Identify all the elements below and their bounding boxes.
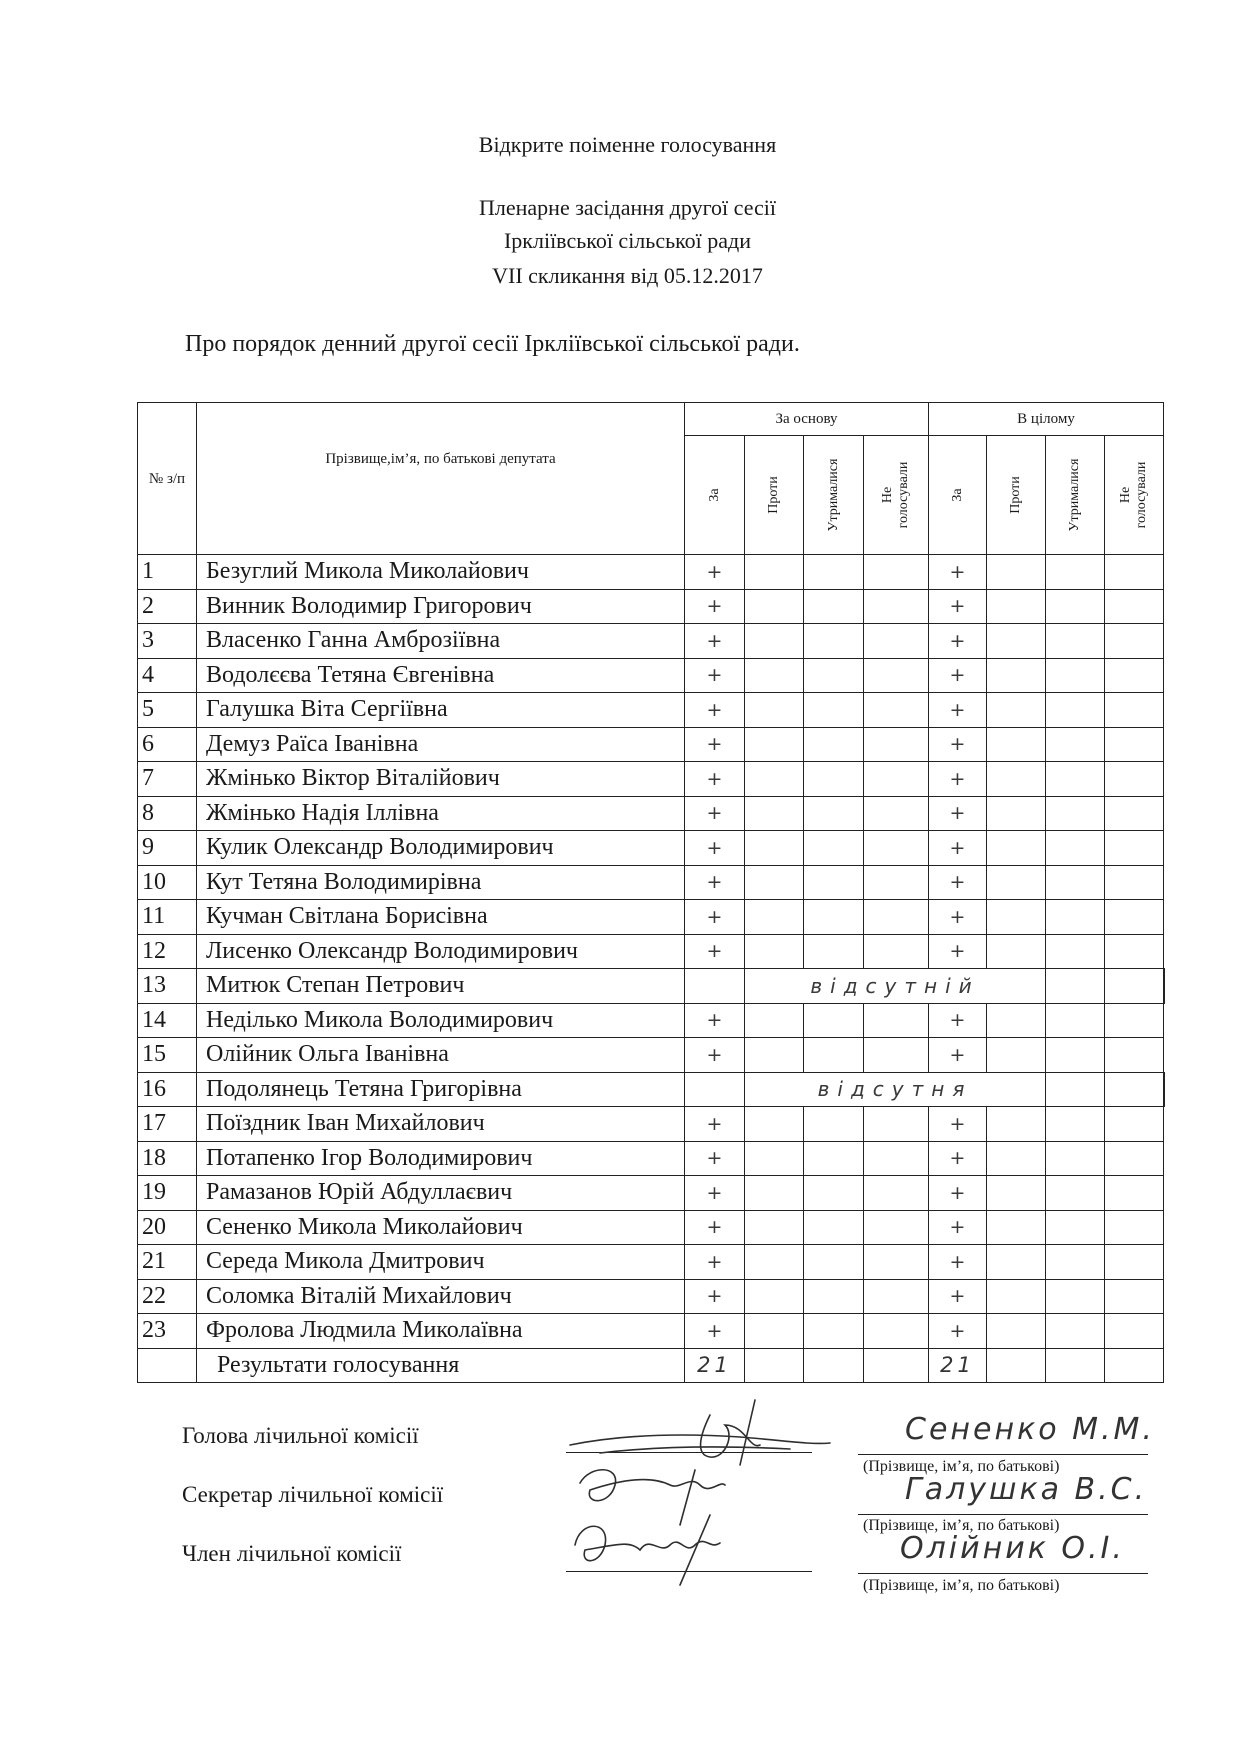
row-whole-for: + xyxy=(929,1176,987,1211)
row-base-not-voted xyxy=(864,900,929,935)
header-number: № з/п xyxy=(138,403,197,555)
row-whole-abstained xyxy=(1105,969,1164,1004)
row-whole-for: + xyxy=(929,1003,987,1038)
row-number: 21 xyxy=(138,1245,197,1280)
row-whole-for: + xyxy=(929,1314,987,1349)
row-base-against xyxy=(745,934,804,969)
member-name: Олійник О.І. xyxy=(900,1531,1125,1566)
row-whole-for: + xyxy=(929,762,987,797)
header-whole-for: За xyxy=(929,436,987,555)
table-row xyxy=(138,1141,1165,1176)
row-base-not-voted xyxy=(864,727,929,762)
row-base-not-voted xyxy=(864,1210,929,1245)
row-number: 10 xyxy=(138,865,197,900)
row-base-against xyxy=(745,1279,804,1314)
row-number: 4 xyxy=(138,658,197,693)
row-base-not-voted xyxy=(864,934,929,969)
row-absent-note: відсутня xyxy=(745,1072,1046,1107)
chair-label: Голова лічильної комісії xyxy=(182,1423,419,1448)
row-base-for: + xyxy=(685,624,745,659)
row-base-against xyxy=(745,1245,804,1280)
header-whole-not-voted: Не голосували xyxy=(1105,436,1164,555)
row-number: 9 xyxy=(138,831,197,866)
row-whole-against xyxy=(987,831,1046,866)
row-whole-not-voted xyxy=(1105,693,1164,728)
row-whole-abstained xyxy=(1046,1107,1105,1142)
result-label: Результати голосування xyxy=(197,1348,685,1382)
row-whole-abstained xyxy=(1046,1038,1105,1073)
row-number: 16 xyxy=(138,1072,197,1107)
row-deputy-name: Винник Володимир Григорович xyxy=(197,589,685,624)
row-base-not-voted xyxy=(864,1279,929,1314)
table-row xyxy=(138,555,1165,590)
row-whole-against xyxy=(987,1003,1046,1038)
row-whole-not-voted xyxy=(1105,555,1164,590)
row-whole-against xyxy=(987,1279,1046,1314)
row-whole-for: + xyxy=(929,658,987,693)
row-number: 22 xyxy=(138,1279,197,1314)
table-row xyxy=(138,865,1165,900)
secretary-name-line xyxy=(858,1514,1148,1515)
row-whole-against xyxy=(987,1314,1046,1349)
row-whole-against xyxy=(987,796,1046,831)
header-group-whole: В цілому xyxy=(929,403,1164,436)
member-caption: (Прізвище, ім’я, по батькові) xyxy=(863,1577,1060,1594)
row-base-abstained xyxy=(804,693,864,728)
table-row xyxy=(138,1210,1165,1245)
row-whole-for: + xyxy=(929,900,987,935)
row-base-for: + xyxy=(685,900,745,935)
table-row xyxy=(138,1314,1165,1349)
row-whole-against xyxy=(987,934,1046,969)
row-deputy-name: Неділько Микола Володимирович xyxy=(197,1003,685,1038)
table-row xyxy=(138,1038,1165,1073)
row-base-not-voted xyxy=(864,1245,929,1280)
row-number: 14 xyxy=(138,1003,197,1038)
row-base-against xyxy=(745,693,804,728)
row-whole-not-voted xyxy=(1105,831,1164,866)
row-base-against xyxy=(745,1210,804,1245)
row-base-not-voted xyxy=(864,1038,929,1073)
row-base-not-voted xyxy=(864,1141,929,1176)
row-whole-against xyxy=(987,1141,1046,1176)
row-base-not-voted xyxy=(864,555,929,590)
row-deputy-name: Поїздник Іван Михайлович xyxy=(197,1107,685,1142)
row-deputy-name: Водолєєва Тетяна Євгенівна xyxy=(197,658,685,693)
row-number: 3 xyxy=(138,624,197,659)
row-base-for: + xyxy=(685,1210,745,1245)
row-base-abstained xyxy=(804,589,864,624)
row-base-for: + xyxy=(685,589,745,624)
row-whole-for: + xyxy=(929,555,987,590)
row-deputy-name: Демуз Раїса Іванівна xyxy=(197,727,685,762)
row-whole-not-voted xyxy=(1105,1314,1164,1349)
row-whole-abstained xyxy=(1046,1279,1105,1314)
row-base-against xyxy=(745,658,804,693)
table-row xyxy=(138,969,1165,1004)
row-whole-abstained xyxy=(1046,865,1105,900)
row-base-not-voted xyxy=(864,831,929,866)
row-whole-abstained xyxy=(1046,1314,1105,1349)
row-base-against xyxy=(745,1314,804,1349)
row-base-against xyxy=(745,555,804,590)
row-base-for: + xyxy=(685,658,745,693)
row-deputy-name: Потапенко Ігор Володимирович xyxy=(197,1141,685,1176)
row-number: 15 xyxy=(138,1038,197,1073)
row-whole-abstained xyxy=(1046,693,1105,728)
row-base-not-voted xyxy=(864,658,929,693)
row-base-abstained xyxy=(804,865,864,900)
row-base-abstained xyxy=(804,727,864,762)
row-base-abstained xyxy=(804,1279,864,1314)
secretary-name: Галушка В.С. xyxy=(905,1472,1148,1507)
row-deputy-name: Власенко Ганна Амброзіївна xyxy=(197,624,685,659)
row-whole-for: + xyxy=(929,693,987,728)
header-base-abstained: Утрималися xyxy=(804,436,864,555)
table-row xyxy=(138,1279,1165,1314)
row-base-abstained xyxy=(804,555,864,590)
row-whole-not-voted xyxy=(1105,658,1164,693)
row-whole-for: + xyxy=(929,624,987,659)
chair-name: Сененко М.М. xyxy=(905,1412,1155,1447)
row-deputy-name: Рамазанов Юрій Абдуллаєвич xyxy=(197,1176,685,1211)
row-base-for: + xyxy=(685,1314,745,1349)
row-whole-for: + xyxy=(929,589,987,624)
row-number: 23 xyxy=(138,1314,197,1349)
row-base-abstained xyxy=(804,796,864,831)
row-whole-against xyxy=(987,727,1046,762)
row-base-not-voted xyxy=(864,865,929,900)
row-deputy-name: Митюк Степан Петрович xyxy=(197,969,685,1004)
row-deputy-name: Подолянець Тетяна Григорівна xyxy=(197,1072,685,1107)
row-base-abstained xyxy=(804,1141,864,1176)
row-whole-for: + xyxy=(929,1141,987,1176)
row-whole-not-voted xyxy=(1105,1141,1164,1176)
row-number: 18 xyxy=(138,1141,197,1176)
row-whole-not-voted xyxy=(1105,1003,1164,1038)
row-whole-abstained xyxy=(1046,1003,1105,1038)
row-whole-for: + xyxy=(929,1245,987,1280)
row-number: 1 xyxy=(138,555,197,590)
row-base-against xyxy=(745,1141,804,1176)
row-base-for xyxy=(685,969,745,1004)
row-deputy-name: Олійник Ольга Іванівна xyxy=(197,1038,685,1073)
row-whole-not-voted xyxy=(1105,727,1164,762)
row-base-not-voted xyxy=(864,1176,929,1211)
row-whole-not-voted xyxy=(1105,1210,1164,1245)
vote-subject: Про порядок денний другої сесії Ірклiївської сiльської ради. xyxy=(185,331,800,357)
document-title: Відкрите поіменне голосування xyxy=(478,132,777,157)
row-whole-abstained xyxy=(1046,727,1105,762)
row-whole-abstained xyxy=(1046,1210,1105,1245)
table-row xyxy=(138,796,1165,831)
row-deputy-name: Середа Микола Дмитрович xyxy=(197,1245,685,1280)
row-base-not-voted xyxy=(864,1107,929,1142)
row-whole-not-voted xyxy=(1105,1038,1164,1073)
row-whole-abstained xyxy=(1046,1176,1105,1211)
row-base-not-voted xyxy=(864,796,929,831)
row-base-not-voted xyxy=(864,1003,929,1038)
row-deputy-name: Жмінько Віктор Віталійович xyxy=(197,762,685,797)
row-whole-against xyxy=(987,1038,1046,1073)
row-whole-abstained xyxy=(1046,624,1105,659)
row-number: 5 xyxy=(138,693,197,728)
row-base-against xyxy=(745,900,804,935)
row-whole-abstained xyxy=(1046,762,1105,797)
row-base-for: + xyxy=(685,1003,745,1038)
row-whole-against xyxy=(987,900,1046,935)
row-base-abstained xyxy=(804,934,864,969)
row-number: 19 xyxy=(138,1176,197,1211)
row-whole-against xyxy=(987,762,1046,797)
row-base-abstained xyxy=(804,1245,864,1280)
row-base-abstained xyxy=(804,1176,864,1211)
row-whole-abstained xyxy=(1046,831,1105,866)
row-whole-not-voted xyxy=(1105,589,1164,624)
chair-caption: (Прізвище, ім’я, по батькові) xyxy=(863,1458,1060,1475)
row-number: 8 xyxy=(138,796,197,831)
row-absent-note: відсутній xyxy=(745,969,1046,1004)
table-row xyxy=(138,624,1165,659)
row-base-abstained xyxy=(804,1038,864,1073)
row-base-against xyxy=(745,865,804,900)
member-label: Член лічильної комісії xyxy=(182,1541,402,1566)
row-deputy-name: Кучман Світлана Борисівна xyxy=(197,900,685,935)
row-base-abstained xyxy=(804,1210,864,1245)
row-number: 6 xyxy=(138,727,197,762)
table-row xyxy=(138,1107,1165,1142)
row-base-against xyxy=(745,762,804,797)
row-base-for: + xyxy=(685,934,745,969)
row-base-for: + xyxy=(685,693,745,728)
row-base-not-voted xyxy=(864,762,929,797)
row-whole-abstained xyxy=(1105,1072,1164,1107)
table-row xyxy=(138,589,1165,624)
row-base-for xyxy=(685,1072,745,1107)
row-whole-for: + xyxy=(929,934,987,969)
row-base-against xyxy=(745,727,804,762)
table-row xyxy=(138,1176,1165,1211)
table-body xyxy=(138,555,1165,1349)
row-whole-for: + xyxy=(929,1210,987,1245)
row-base-abstained xyxy=(804,762,864,797)
row-base-abstained xyxy=(804,658,864,693)
row-whole-against xyxy=(987,693,1046,728)
row-number: 17 xyxy=(138,1107,197,1142)
row-whole-against xyxy=(1046,969,1105,1004)
row-whole-for: + xyxy=(929,831,987,866)
result-whole: 21 xyxy=(929,1348,987,1382)
header-base-not-voted: Не голосували xyxy=(864,436,929,555)
row-number: 13 xyxy=(138,969,197,1004)
secretary-label: Секретар лічильної комісії xyxy=(182,1482,444,1507)
row-whole-abstained xyxy=(1046,589,1105,624)
row-whole-not-voted xyxy=(1105,1107,1164,1142)
row-number: 2 xyxy=(138,589,197,624)
row-base-for: + xyxy=(685,1279,745,1314)
row-whole-against xyxy=(987,658,1046,693)
row-whole-against xyxy=(987,589,1046,624)
row-whole-against xyxy=(987,1107,1046,1142)
row-deputy-name: Соломка Віталій Михайлович xyxy=(197,1279,685,1314)
row-base-for: + xyxy=(685,1107,745,1142)
row-whole-against xyxy=(1046,1072,1105,1107)
table-row xyxy=(138,658,1165,693)
row-base-for: + xyxy=(685,831,745,866)
row-whole-not-voted xyxy=(1105,624,1164,659)
row-base-for: + xyxy=(685,796,745,831)
row-base-for: + xyxy=(685,1176,745,1211)
table-row xyxy=(138,1245,1165,1280)
session-line-1: Пленарне засідання другої сесії xyxy=(479,195,776,220)
row-whole-against xyxy=(987,1176,1046,1211)
row-whole-abstained xyxy=(1046,555,1105,590)
row-whole-not-voted xyxy=(1105,796,1164,831)
row-whole-abstained xyxy=(1046,934,1105,969)
row-base-against xyxy=(745,1003,804,1038)
table-row xyxy=(138,1072,1165,1107)
row-whole-abstained xyxy=(1046,1141,1105,1176)
row-base-abstained xyxy=(804,900,864,935)
row-base-not-voted xyxy=(864,589,929,624)
header-whole-abstained: Утрималися xyxy=(1046,436,1105,555)
row-deputy-name: Сененко Микола Миколайович xyxy=(197,1210,685,1245)
header-base-for: За xyxy=(685,436,745,555)
chair-name-line xyxy=(858,1454,1148,1455)
table-row xyxy=(138,831,1165,866)
row-whole-not-voted xyxy=(1105,762,1164,797)
row-whole-not-voted xyxy=(1164,969,1165,1004)
row-number: 7 xyxy=(138,762,197,797)
session-line-3: VII скликання від 05.12.2017 xyxy=(492,263,763,288)
result-base: 21 xyxy=(685,1348,745,1382)
header-whole-against: Проти xyxy=(987,436,1046,555)
row-whole-for: + xyxy=(929,1038,987,1073)
row-whole-abstained xyxy=(1046,900,1105,935)
row-deputy-name: Фролова Людмила Миколаївна xyxy=(197,1314,685,1349)
row-base-for: + xyxy=(685,1038,745,1073)
header-group-base: За основу xyxy=(685,403,929,436)
row-whole-abstained xyxy=(1046,658,1105,693)
table-row xyxy=(138,934,1165,969)
row-whole-not-voted xyxy=(1105,934,1164,969)
row-whole-not-voted xyxy=(1105,900,1164,935)
row-base-not-voted xyxy=(864,1314,929,1349)
row-whole-not-voted xyxy=(1105,1176,1164,1211)
row-base-abstained xyxy=(804,1314,864,1349)
row-whole-against xyxy=(987,1245,1046,1280)
row-base-not-voted xyxy=(864,624,929,659)
row-number: 12 xyxy=(138,934,197,969)
row-base-against xyxy=(745,589,804,624)
row-whole-abstained xyxy=(1046,1245,1105,1280)
row-base-abstained xyxy=(804,1003,864,1038)
row-whole-against xyxy=(987,624,1046,659)
row-number: 11 xyxy=(138,900,197,935)
row-whole-not-voted xyxy=(1105,1279,1164,1314)
voting-table xyxy=(137,402,1165,1383)
row-base-for: + xyxy=(685,555,745,590)
header-deputy-name: Прізвище,ім’я, по батькові депутата xyxy=(197,403,685,555)
row-whole-not-voted xyxy=(1105,1245,1164,1280)
row-base-abstained xyxy=(804,624,864,659)
secretary-caption: (Прізвище, ім’я, по батькові) xyxy=(863,1517,1060,1534)
row-base-not-voted xyxy=(864,693,929,728)
row-base-against xyxy=(745,831,804,866)
row-number: 20 xyxy=(138,1210,197,1245)
row-base-for: + xyxy=(685,865,745,900)
row-deputy-name: Галушка Віта Сергіївна xyxy=(197,693,685,728)
row-base-for: + xyxy=(685,727,745,762)
row-deputy-name: Безуглий Микола Миколайович xyxy=(197,555,685,590)
row-base-against xyxy=(745,1176,804,1211)
row-whole-against xyxy=(987,555,1046,590)
row-whole-for: + xyxy=(929,727,987,762)
row-whole-abstained xyxy=(1046,796,1105,831)
row-whole-against xyxy=(987,865,1046,900)
member-name-line xyxy=(858,1573,1148,1574)
row-deputy-name: Жмінько Надія Іллівна xyxy=(197,796,685,831)
table-row xyxy=(138,727,1165,762)
row-base-abstained xyxy=(804,1107,864,1142)
header-base-against: Проти xyxy=(745,436,804,555)
table-row xyxy=(138,762,1165,797)
row-whole-not-voted xyxy=(1105,865,1164,900)
row-base-against xyxy=(745,624,804,659)
session-line-2: Ірклiївської сiльської ради xyxy=(503,228,752,253)
row-whole-against xyxy=(987,1210,1046,1245)
row-whole-for: + xyxy=(929,1279,987,1314)
row-whole-for: + xyxy=(929,1107,987,1142)
row-base-against xyxy=(745,1038,804,1073)
handwritten-signatures xyxy=(560,1395,840,1595)
table-row xyxy=(138,900,1165,935)
row-whole-for: + xyxy=(929,796,987,831)
row-base-against xyxy=(745,1107,804,1142)
row-base-against xyxy=(745,796,804,831)
row-base-for: + xyxy=(685,1141,745,1176)
table-row xyxy=(138,1003,1165,1038)
row-base-abstained xyxy=(804,831,864,866)
row-deputy-name: Кут Тетяна Володимирівна xyxy=(197,865,685,900)
row-deputy-name: Кулик Олександр Володимирович xyxy=(197,831,685,866)
row-base-for: + xyxy=(685,1245,745,1280)
row-whole-for: + xyxy=(929,865,987,900)
row-base-for: + xyxy=(685,762,745,797)
row-whole-not-voted xyxy=(1164,1072,1165,1107)
row-deputy-name: Лисенко Олександр Володимирович xyxy=(197,934,685,969)
table-row xyxy=(138,693,1165,728)
